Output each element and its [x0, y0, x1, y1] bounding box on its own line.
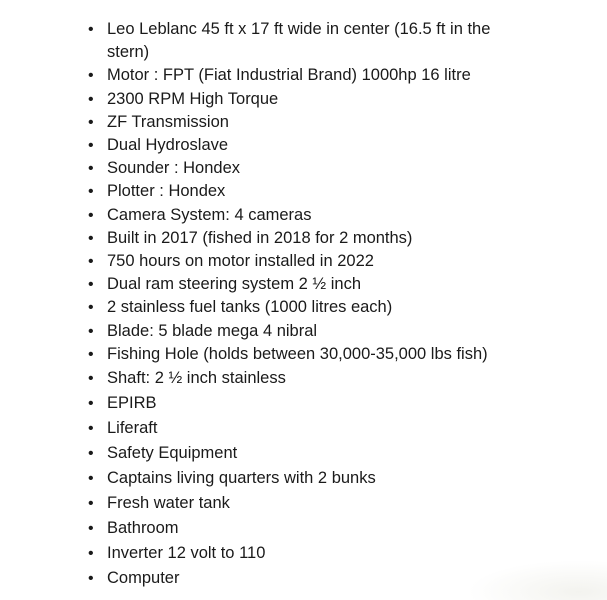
list-item-text: ZF Transmission	[107, 112, 229, 131]
bullet-icon: •	[88, 276, 94, 294]
list-item-text: 750 hours on motor installed in 2022	[107, 252, 374, 271]
list-item-text: Shaft: 2 ½ inch stainless	[107, 369, 286, 388]
bullet-icon: •	[88, 253, 94, 271]
list-item	[88, 134, 528, 157]
list-item	[88, 273, 528, 296]
list-item	[88, 64, 528, 87]
bullet-icon: •	[88, 137, 94, 155]
bullet-icon: •	[88, 206, 94, 224]
list-item-text: Leo Leblanc 45 ft x 17 ft wide in center (16.5 ft in the stern)	[107, 20, 491, 62]
bullet-icon: •	[88, 160, 94, 178]
list-item	[88, 416, 528, 441]
list-item-text: Inverter 12 volt to 110	[107, 544, 266, 563]
list-item	[88, 343, 528, 366]
list-item-text: Sounder : Hondex	[107, 159, 241, 178]
bullet-icon: •	[88, 445, 94, 463]
list-item-text: Computer	[107, 569, 180, 588]
list-item	[88, 204, 528, 227]
list-item-text: EPIRB	[107, 394, 157, 413]
bullet-icon: •	[88, 299, 94, 317]
list-item	[88, 111, 528, 134]
list-item-text: 2300 RPM High Torque	[107, 89, 279, 108]
bullet-icon: •	[88, 322, 94, 340]
bullet-icon: •	[88, 183, 94, 201]
list-item-text: Dual ram steering system 2 ½ inch	[107, 275, 362, 294]
list-item-text: Built in 2017 (fished in 2018 for 2 months)	[107, 228, 413, 247]
list-item	[88, 441, 528, 466]
bullet-icon: •	[88, 395, 94, 413]
bullet-icon: •	[88, 495, 94, 513]
bullet-icon: •	[88, 21, 94, 38]
list-item-text: Blade: 5 blade mega 4 nibral	[107, 321, 318, 340]
bullet-icon: •	[88, 570, 94, 588]
list-item-text: Captains living quarters with 2 bunks	[107, 469, 376, 488]
list-item	[88, 491, 528, 516]
paper-smudge	[467, 560, 607, 600]
list-item	[88, 366, 528, 391]
list-item-text: Liferaft	[107, 419, 158, 438]
list-item	[88, 320, 528, 343]
list-item	[88, 250, 528, 273]
list-item-text: Safety Equipment	[107, 444, 238, 463]
list-item	[88, 157, 528, 180]
bullet-icon: •	[88, 67, 94, 85]
bullet-icon: •	[88, 229, 94, 247]
list-item	[88, 566, 528, 591]
list-item	[88, 88, 528, 111]
bullet-icon: •	[88, 470, 94, 488]
bullet-icon: •	[88, 545, 94, 563]
list-item	[88, 296, 528, 319]
list-item-text: Dual Hydroslave	[107, 136, 229, 155]
list-item-text: 2 stainless fuel tanks (1000 litres each)	[107, 298, 393, 317]
list-item-text: Fishing Hole (holds between 30,000-35,000 lbs fish)	[107, 344, 488, 363]
bullet-icon: •	[88, 345, 94, 363]
list-item-text: Motor : FPT (Fiat Industrial Brand) 1000hp 16 litre	[107, 66, 471, 85]
list-item	[88, 18, 528, 64]
bullet-icon: •	[88, 520, 94, 538]
list-item-text: Bathroom	[107, 519, 179, 538]
list-item-text: Fresh water tank	[107, 494, 230, 513]
bullet-icon: •	[88, 90, 94, 108]
list-item-text: Plotter : Hondex	[107, 182, 226, 201]
list-item	[88, 227, 528, 250]
list-item	[88, 541, 528, 566]
bullet-icon: •	[88, 113, 94, 131]
list-item	[88, 391, 528, 416]
list-item	[88, 180, 528, 203]
spec-list	[88, 18, 528, 591]
list-item-text: Camera System: 4 cameras	[107, 205, 312, 224]
bullet-icon: •	[88, 420, 94, 438]
list-item	[88, 466, 528, 491]
list-item	[88, 516, 528, 541]
bullet-icon: •	[88, 370, 94, 388]
